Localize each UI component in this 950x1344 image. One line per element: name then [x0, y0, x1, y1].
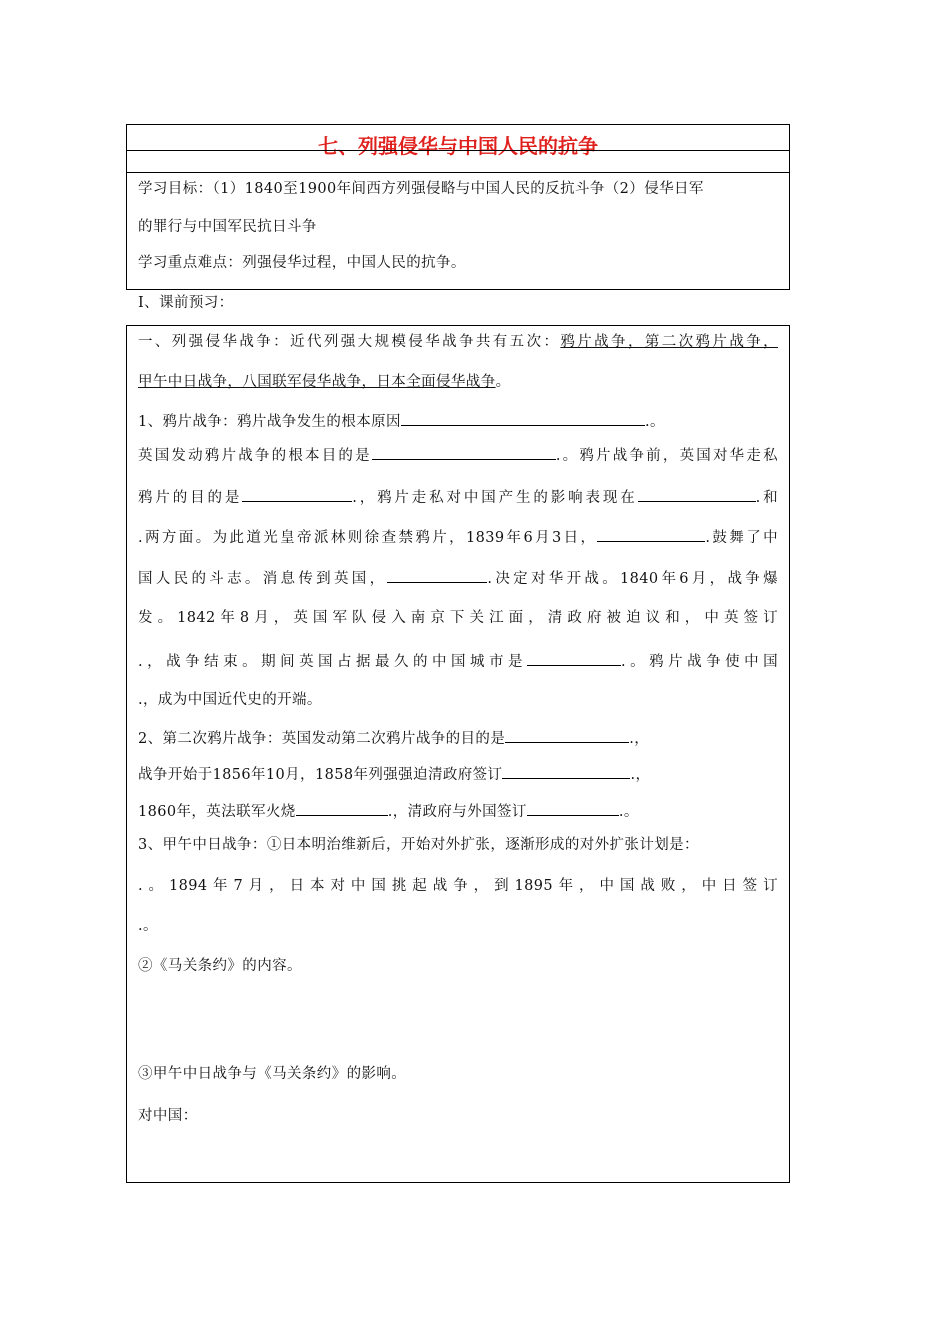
divider [127, 150, 789, 151]
content-line-16: .。 [138, 918, 158, 934]
content-line-15: .。1894年7月，日本对中国挑起战争，到1895年，中国战败，中日签订 [138, 878, 778, 894]
header-table [126, 124, 790, 290]
fill-blank[interactable] [527, 800, 619, 816]
divider [127, 172, 789, 173]
content-line-2: 甲午中日战争，八国联军侵华战争，日本全面侵华战争。 [138, 374, 511, 390]
content-line-11: 2、第二次鸦片战争：英国发动第二次鸦片战争的目的是 .， [138, 727, 649, 749]
content-line-4: 英国发动鸦片战争的根本目的是 .。鸦片战争前，英国对华走私 [138, 444, 778, 464]
fill-blank[interactable] [502, 763, 630, 779]
fill-blank[interactable] [597, 526, 705, 542]
fill-blank[interactable] [638, 486, 756, 502]
section-label: Ⅰ、课前预习： [138, 295, 234, 311]
content-line-9: .，战争结束。期间英国占据最久的中国城市是 .。鸦片战争使中国 [138, 650, 778, 670]
fill-blank[interactable] [296, 800, 388, 816]
fill-blank[interactable] [505, 727, 629, 743]
content-line-19: 对中国： [138, 1108, 198, 1124]
fill-blank[interactable] [401, 410, 645, 426]
content-line-18: ③甲午中日战争与《马关条约》的影响。 [138, 1066, 407, 1082]
content-line-14: 3、甲午中日战争：①日本明治维新后，开始对外扩张，逐渐形成的对外扩张计划是： [138, 837, 699, 853]
content-line-6: .两方面。为此道光皇帝派林则徐查禁鸦片，1839年6月3日， .鼓舞了中 [138, 526, 778, 546]
content-line-5: 鸦片的目的是 .，鸦片走私对中国产生的影响表现在 .和 [138, 486, 778, 506]
content-line-12: 战争开始于1856年10月，1858年列强强迫清政府签订 .， [138, 763, 650, 785]
fill-blank[interactable] [387, 567, 487, 583]
content-line-13: 1860年，英法联军火烧 .，清政府与外国签订 .。 [138, 800, 639, 822]
content-line-3: 1、鸦片战争：鸦片战争发生的根本原因 .。 [138, 410, 665, 432]
content-line-10: .，成为中国近代史的开端。 [138, 692, 322, 708]
content-line-17: ②《马关条约》的内容。 [138, 958, 302, 974]
content-line-1: 一、列强侵华战争：近代列强大规模侵华战争共有五次：鸦片战争，第二次鸦片战争， [138, 334, 778, 350]
fill-blank[interactable] [242, 486, 352, 502]
content-line-8: 发。1842年8月，英国军队侵入南京下关江面，清政府被迫议和，中英签订 [138, 610, 778, 626]
objectives-line-1: 学习目标：（1）1840至1900年间西方列强侵略与中国人民的反抗斗争（2）侵华日军 [138, 181, 704, 197]
content-box [126, 325, 790, 1183]
fill-blank[interactable] [527, 650, 621, 666]
page-title: 七、列强侵华与中国人民的抗争 [318, 134, 598, 158]
fill-blank[interactable] [372, 444, 556, 460]
objectives-line-2: 的罪行与中国军民抗日斗争 [138, 219, 317, 235]
key-points: 学习重点难点：列强侵华过程，中国人民的抗争。 [138, 255, 466, 271]
content-line-7: 国人民的斗志。消息传到英国， .决定对华开战。1840年6月，战争爆 [138, 567, 778, 587]
